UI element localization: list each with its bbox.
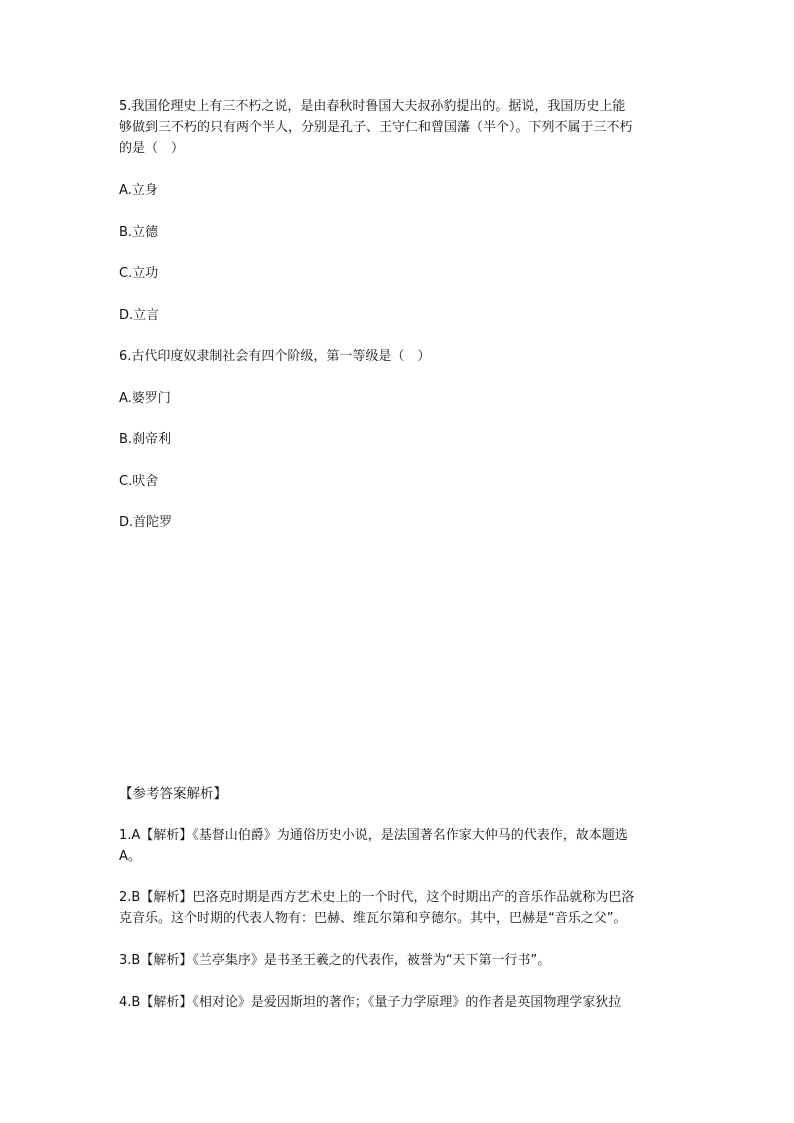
question-5-line-2: 够做到三不朽的只有两个半人，分别是孔子、王守仁和曾国藩（半个）。下列不属于三不朽 (119, 120, 633, 135)
answer-2 (119, 887, 675, 929)
answer-2-line-2: 克音乐。这个时期的代表人物有：巴赫、维瓦尔第和亨德尔。其中，巴赫是“音乐之父”。 (119, 911, 627, 926)
question-5-option-b: B.立德 (119, 225, 159, 240)
answer-2-line-1: 2.B【解析】巴洛克时期是西方艺术史上的一个时代，这个时期出产的音乐作品就称为巴洛 (119, 890, 635, 905)
answer-4: 4.B【解析】《相对论》是爱因斯坦的著作；《量子力学原理》的作者是英国物理学家狄拉 (119, 995, 622, 1010)
answer-1 (119, 825, 675, 867)
answer-3: 3.B【解析】《兰亭集序》是书圣王羲之的代表作，被誉为“天下第一行书”。 (119, 953, 551, 968)
question-5-option-c: C.立功 (119, 266, 159, 281)
answers-heading: 【参考答案解析】 (119, 786, 227, 802)
question-5-line-1: 5.我国伦理史上有三不朽之说，是由春秋时鲁国大夫叔孙豹提出的。据说，我国历史上能 (119, 99, 626, 114)
question-5-option-d: D.立言 (119, 308, 160, 323)
question-5-option-a: A.立身 (119, 183, 158, 198)
question-6-option-b: B.刹帝利 (119, 432, 172, 447)
question-5-line-3: 的是（ ） (119, 141, 185, 156)
question-6-option-c: C.吠舍 (119, 474, 159, 489)
question-6-option-a: A.婆罗门 (119, 391, 171, 406)
question-5-stem (119, 96, 675, 159)
question-6-stem: 6.古代印度奴隶制社会有四个阶级，第一等级是（ ） (119, 349, 431, 364)
question-6-option-d: D.首陀罗 (119, 515, 173, 530)
answer-1-line-2: A。 (119, 849, 141, 864)
answer-1-line-1: 1.A【解析】《基督山伯爵》为通俗历史小说，是法国著名作家大仲马的代表作，故本题选 (119, 828, 628, 843)
